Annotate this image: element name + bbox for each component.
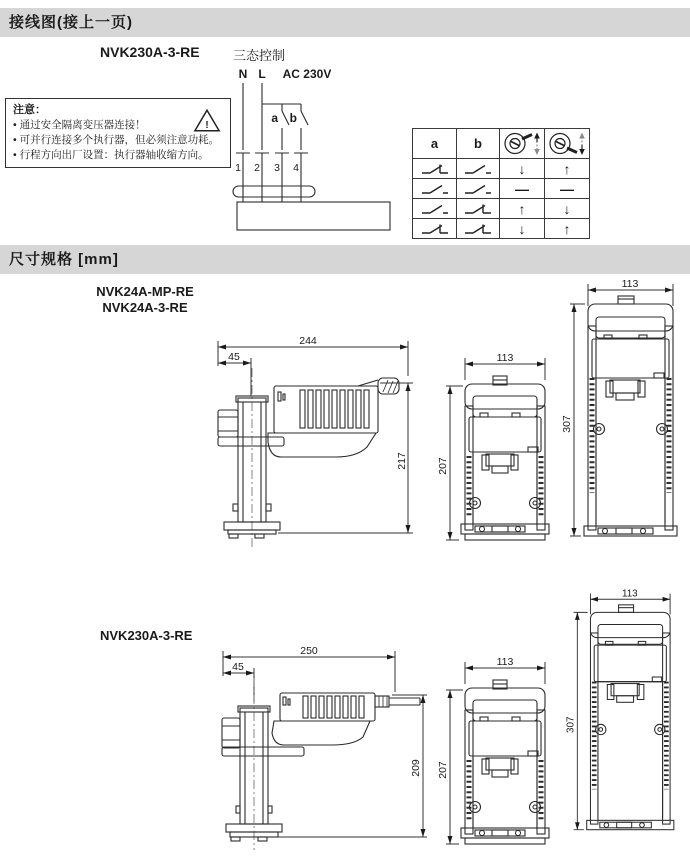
- switch-b-symbol: [456, 158, 499, 178]
- cable-bundle: [233, 186, 315, 197]
- section-header-dimensions: [0, 245, 690, 274]
- dim-front-height: 307: [565, 716, 577, 733]
- direction-cell: ↓: [499, 158, 544, 178]
- label-switch-a: a: [271, 111, 278, 125]
- table-header-b: b: [456, 129, 499, 158]
- direction-cell: ↑: [499, 198, 544, 218]
- dim-side-width: 244: [299, 335, 317, 347]
- dim-front-height: 207: [437, 457, 449, 475]
- drawing-front-retracted-group2: [437, 650, 560, 860]
- model-label: NVK24A-MP-RE: [96, 284, 194, 299]
- drawing-front-extended-group2: [566, 588, 688, 855]
- dim-model-group2: NVK230A-3-RE: [100, 628, 193, 643]
- direction-cell: ↑: [544, 218, 589, 238]
- direction-cell: —: [499, 178, 544, 198]
- terminal-2: 2: [254, 162, 260, 174]
- drawing-side-view-group2: [218, 640, 430, 855]
- section-header-wiring: [0, 8, 690, 37]
- wiring-diagram: [228, 66, 403, 238]
- dim-side-offset: 45: [228, 351, 240, 363]
- wiring-model-label: NVK230A-3-RE: [100, 44, 200, 60]
- terminal-4: 4: [293, 162, 299, 174]
- note-item: • 通过安全隔离变压器连接！: [13, 119, 146, 131]
- dim-front-width: 113: [496, 352, 514, 364]
- svg-text:!: !: [205, 119, 209, 131]
- dim-front-width: 113: [621, 588, 638, 600]
- knob-cw-icon: [499, 129, 544, 158]
- drawing-front-extended-group1: [561, 278, 688, 563]
- dim-side-height: 217: [396, 452, 408, 470]
- direction-cell: ↑: [544, 158, 589, 178]
- knob-ccw-icon: [544, 129, 589, 158]
- direction-cell: —: [544, 178, 589, 198]
- note-item: • 可并行连接多个执行器，但必须注意功耗。: [13, 134, 220, 146]
- control-mode-label: 三态控制: [233, 48, 286, 63]
- direction-cell: ↓: [499, 218, 544, 238]
- switch-b-symbol: [456, 218, 499, 238]
- switch-b-symbol: [456, 198, 499, 218]
- actuator-outline: [237, 202, 390, 230]
- dim-front-width: 113: [496, 656, 514, 668]
- dim-side-width: 250: [300, 645, 318, 657]
- dim-side-offset: 45: [232, 661, 244, 673]
- switch-b-symbol: [456, 178, 499, 198]
- label-switch-b: b: [289, 111, 297, 125]
- switch-a-symbol: [413, 158, 456, 178]
- terminal-1: 1: [235, 162, 241, 174]
- section-title-dimensions: 尺寸规格 [mm]: [9, 251, 119, 268]
- section-title-wiring: 接线图(接上一页): [9, 14, 133, 31]
- direction-logic-table: [412, 128, 590, 239]
- direction-cell: ↓: [544, 198, 589, 218]
- dim-front-height: 307: [561, 415, 573, 433]
- switch-a-symbol: [413, 218, 456, 238]
- label-neutral: N: [238, 67, 248, 81]
- dim-models-group1: [85, 284, 205, 316]
- drawing-side-view-group1: [208, 336, 420, 558]
- label-supply: AC 230V: [282, 67, 332, 81]
- note-item: • 行程方向出厂设置：执行器轴收缩方向。: [13, 149, 209, 161]
- drawing-front-retracted-group1: [437, 346, 560, 556]
- model-label: NVK24A-3-RE: [102, 300, 188, 315]
- notes-title: 注意：: [13, 104, 46, 116]
- switch-a-symbol: [413, 198, 456, 218]
- table-header-a: a: [430, 136, 439, 151]
- terminal-3: 3: [274, 162, 280, 174]
- warning-triangle-icon: [193, 108, 221, 133]
- dim-side-height: 209: [410, 759, 422, 777]
- label-line: L: [258, 67, 266, 81]
- dim-front-width: 113: [621, 278, 639, 290]
- dim-front-height: 207: [437, 761, 449, 779]
- switch-a-symbol: [413, 178, 456, 198]
- notes-box: [5, 98, 231, 168]
